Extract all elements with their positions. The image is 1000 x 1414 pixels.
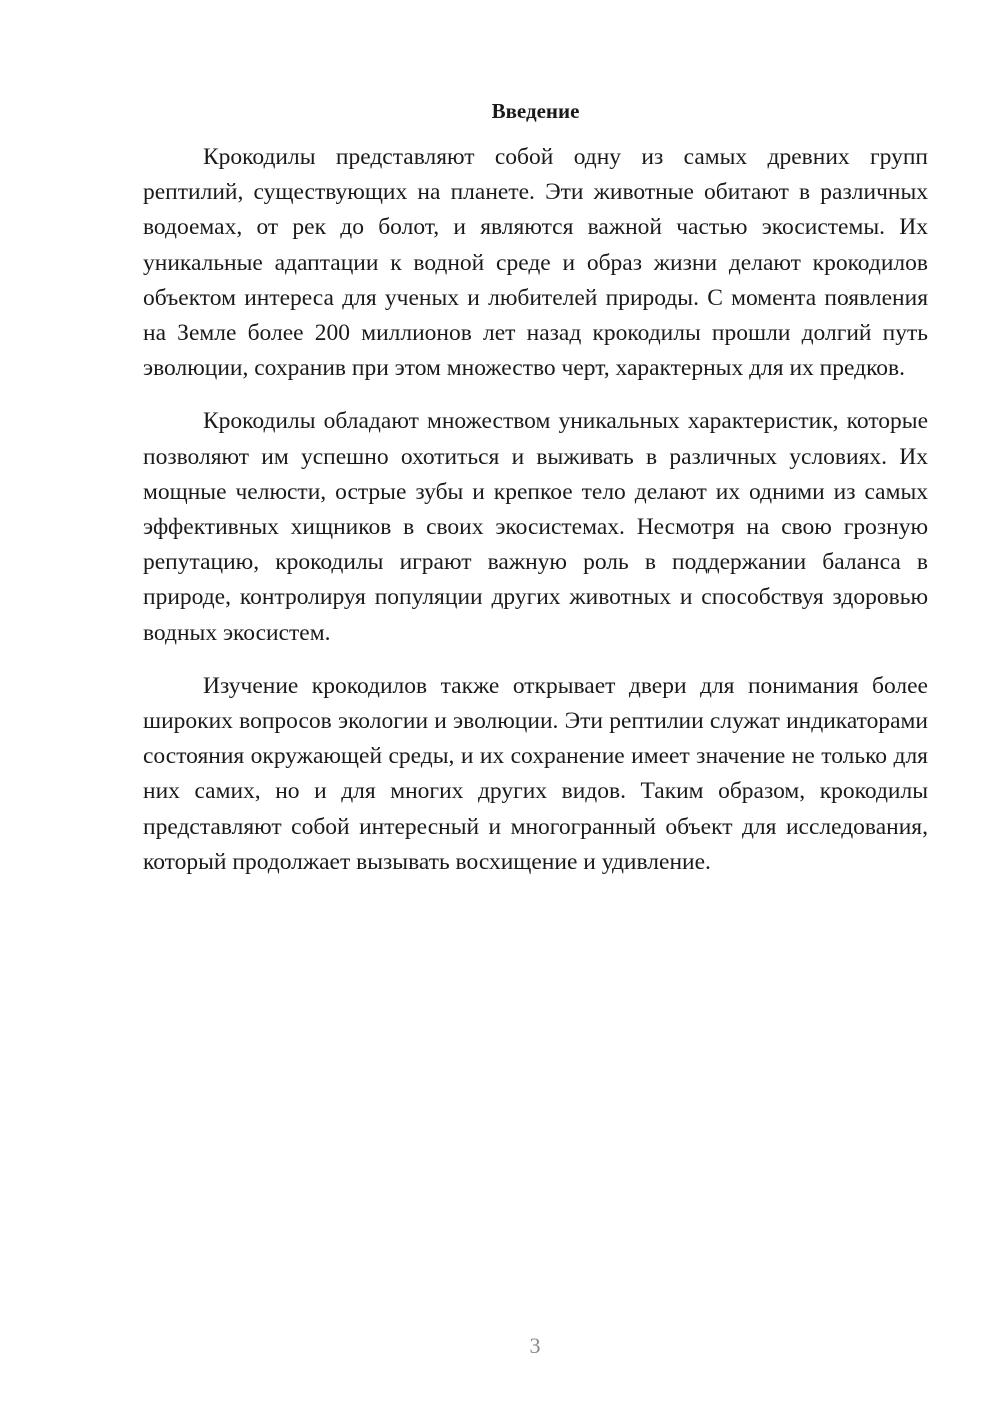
paragraph-1: Крокодилы представляют собой одну из самых древних групп рептилий, существующих на планете. Эти животные обитают в различных водоемах, от рек до болот, и являются важной частью экосистемы. Их уникальные адаптации к водной среде и образ жизни делают крокодилов объектом интереса для ученых и любителей природы. С момента появления на Земле более 200 миллионов лет назад крокодилы прошли долгий путь эволюции, сохранив при этом множество черт, характерных для их предков. (143, 144, 928, 382)
paragraph-3: Изучение крокодилов также открывает двери для понимания более широких вопросов экологии и эволюции. Эти рептилии служат индикаторами состояния окружающей среды, и их сохранение имеет значение не только для них самих, но и для многих других видов. Таким образом, крокодилы представляют собой интересный и многогранный объект для исследования, который продолжает вызывать восхищение и удивление. (143, 672, 928, 875)
section-title: Введение (491, 99, 580, 123)
paragraph-2: Крокодилы обладают множеством уникальных характеристик, которые позволяют им успешно охотиться и выживать в различных условиях. Их мощные челюсти, острые зубы и крепкое тело делают их одними из самых эффективных хищников в своих экосистемах. Несмотря на свою грозную репутацию, крокодилы играют важную роль в поддержании баланса в природе, контролируя популяции других животных и способствуя здоровью водных экосистем. (143, 408, 928, 646)
page-number: 3 (529, 1333, 541, 1358)
document-body (143, 96, 928, 898)
